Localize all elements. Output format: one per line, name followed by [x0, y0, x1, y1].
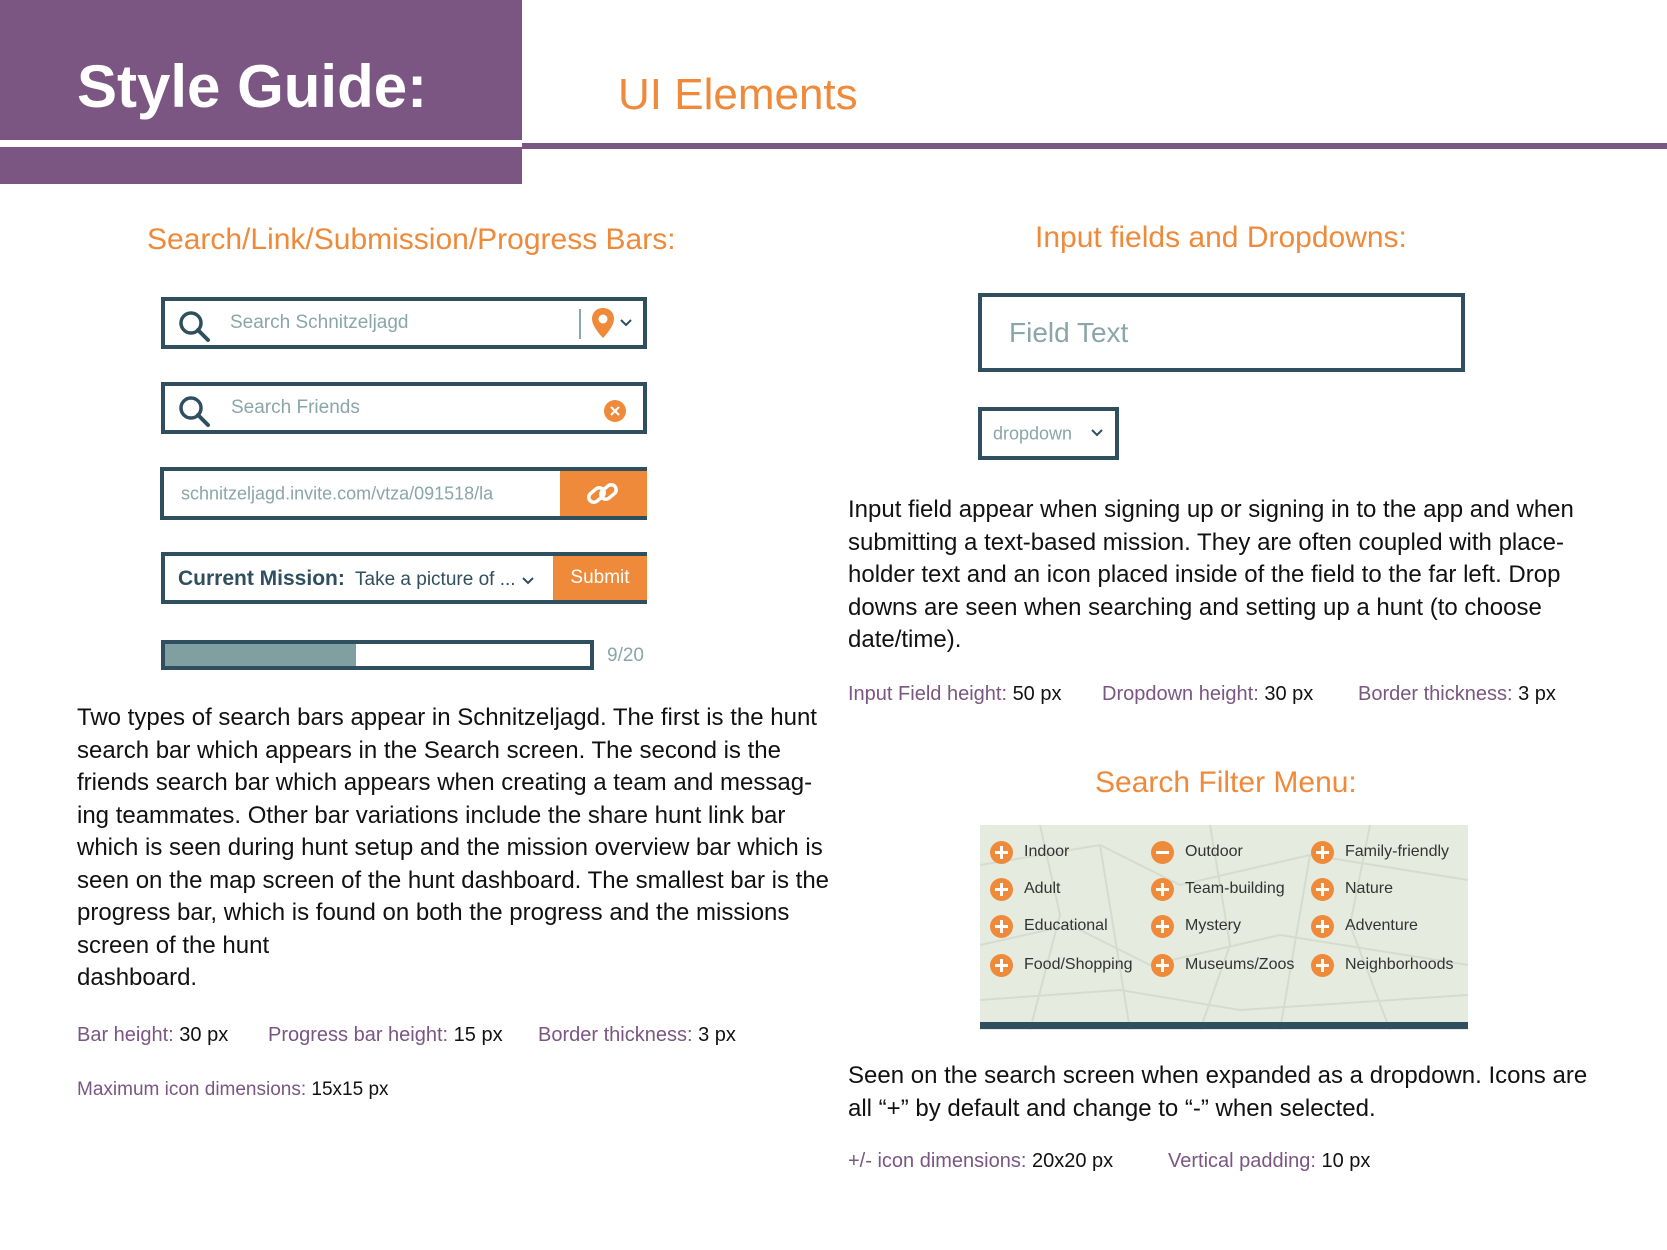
description-line: friends search bar which appears when creating a team and messag- [77, 769, 813, 796]
filter-option-label: Nature [1345, 880, 1394, 897]
mission-bar[interactable] [161, 552, 647, 604]
copy-link-button[interactable] [560, 471, 647, 516]
hunt-search-bar[interactable] [161, 297, 647, 349]
filter-option[interactable] [990, 877, 1060, 901]
description-line: progress bar, which is found on both the progress and the missions [77, 899, 790, 926]
description-line: search bar which appears in the Search screen. The second is the [77, 736, 781, 764]
chevron-down-icon [1090, 428, 1104, 438]
description-line: dashboard. [77, 964, 198, 991]
spec-input-height: Input Field height: 50 px [848, 683, 1062, 705]
spec-bar-height: Bar height: 30 px [77, 1024, 229, 1046]
filter-option[interactable] [990, 840, 1069, 864]
filter-option[interactable] [990, 914, 1108, 938]
filter-option-label: Outdoor [1185, 843, 1243, 860]
filter-option-label: Educational [1024, 917, 1108, 934]
plus-icon[interactable] [990, 954, 1013, 977]
spec-icon-dimensions: Maximum icon dimensions: 15x15 px [77, 1079, 389, 1100]
description-line: holder text and an icon placed inside of the field to the far left. Drop [848, 561, 1561, 588]
description-line: Seen on the search screen when expanded as a dropdown. Icons are [848, 1062, 1588, 1089]
filter-option[interactable] [1311, 877, 1393, 901]
page-subtitle: UI Elements [618, 70, 858, 119]
plus-icon[interactable] [1311, 954, 1334, 977]
spec-input-border: Border thickness: 3 px [1358, 683, 1556, 705]
progress-fill [165, 644, 356, 666]
filter-menu-border [980, 1022, 1468, 1029]
submit-button[interactable]: Submit [553, 556, 647, 600]
spec-filter-icon-dimensions: +/- icon dimensions: 20x20 px [848, 1150, 1114, 1172]
page-title: Style Guide: [77, 53, 428, 120]
header-rule [522, 143, 1667, 149]
bars-description [77, 702, 829, 995]
description-line: screen of the hunt [77, 931, 270, 959]
description-line: downs are seen when searching and setting up a hunt (to choose [848, 593, 1542, 621]
plus-icon[interactable] [990, 841, 1013, 864]
description-line: Two types of search bars appear in Schnitzeljagd. The first is the hunt [77, 704, 817, 731]
spec-vertical-padding: Vertical padding: 10 px [1168, 1150, 1371, 1172]
share-link-text: schnitzeljagd.invite.com/vtza/091518/la [181, 483, 494, 503]
link-icon [585, 477, 621, 511]
description-line: submitting a text-based mission. They are often coupled with place- [848, 528, 1564, 556]
filter-option[interactable] [1311, 914, 1418, 938]
text-input-field[interactable] [978, 293, 1465, 372]
share-link-bar[interactable] [160, 467, 647, 520]
filter-option-label: Indoor [1024, 843, 1070, 860]
minus-icon[interactable] [1151, 841, 1174, 864]
plus-icon[interactable] [1151, 915, 1174, 938]
description-line: date/time). [848, 626, 962, 653]
hunt-search-placeholder: Search Schnitzeljagd [230, 312, 409, 333]
description-line: which is seen during hunt setup and the mission overview bar which is [77, 834, 823, 861]
plus-icon[interactable] [990, 878, 1013, 901]
filter-option-label: Family-friendly [1345, 843, 1450, 860]
plus-icon[interactable] [1311, 915, 1334, 938]
filter-option[interactable] [1311, 840, 1449, 864]
inputs-section-title: Input fields and Dropdowns: [1035, 221, 1407, 254]
filter-option[interactable] [1151, 877, 1285, 901]
description-line: Input field appear when signing up or signing in to the app and when [848, 496, 1574, 523]
search-icon [177, 394, 213, 430]
chevron-down-icon[interactable] [619, 318, 633, 328]
filter-option-label: Adventure [1345, 917, 1418, 934]
spec-border-thickness: Border thickness: 3 px [538, 1024, 736, 1046]
progress-count: 9/20 [607, 645, 644, 666]
description-line: all “+” by default and change to “-” when selected. [848, 1094, 1376, 1122]
plus-icon[interactable] [1311, 841, 1334, 864]
field-placeholder: Field Text [1009, 316, 1129, 348]
filter-option[interactable] [1151, 953, 1294, 977]
description-line: ing teammates. Other bar variations include the share hunt link bar [77, 801, 786, 829]
search-icon [177, 309, 213, 345]
friends-search-bar[interactable] [161, 382, 647, 434]
plus-icon[interactable] [1311, 878, 1334, 901]
plus-icon[interactable] [1151, 954, 1174, 977]
filter-option-label: Museums/Zoos [1185, 956, 1295, 973]
filter-option[interactable] [1151, 840, 1243, 864]
filter-option[interactable] [1311, 953, 1454, 977]
filter-option-label: Adult [1024, 880, 1061, 897]
chevron-down-icon[interactable] [521, 576, 535, 586]
plus-icon[interactable] [1151, 878, 1174, 901]
filter-option-label: Mystery [1185, 917, 1241, 934]
progress-bar [161, 640, 594, 670]
filter-option[interactable] [990, 953, 1133, 977]
spec-progress-height: Progress bar height: 15 px [268, 1024, 503, 1046]
filter-section-title: Search Filter Menu: [1095, 766, 1357, 799]
spec-dropdown-height: Dropdown height: 30 px [1102, 683, 1314, 705]
dropdown[interactable] [978, 407, 1119, 460]
header-band-divider [0, 140, 522, 147]
bars-section-title: Search/Link/Submission/Progress Bars: [147, 223, 676, 256]
filter-option-label: Team-building [1185, 880, 1285, 897]
filter-option-label: Neighborhoods [1345, 956, 1454, 973]
clear-icon[interactable] [603, 399, 627, 423]
location-pin-icon[interactable] [590, 307, 616, 339]
friends-search-placeholder: Search Friends [231, 397, 360, 418]
plus-icon[interactable] [990, 915, 1013, 938]
search-divider [579, 309, 581, 339]
dropdown-label: dropdown [993, 423, 1073, 443]
description-line: seen on the map screen of the hunt dashboard. The smallest bar is the [77, 866, 830, 894]
filter-option[interactable] [1151, 914, 1241, 938]
mission-label: Current Mission: [178, 567, 345, 590]
inputs-description [848, 494, 1574, 657]
search-filter-menu [980, 825, 1468, 1030]
filter-option-label: Food/Shopping [1024, 956, 1133, 973]
mission-value: Take a picture of ... [355, 569, 516, 590]
filter-description [848, 1060, 1587, 1125]
